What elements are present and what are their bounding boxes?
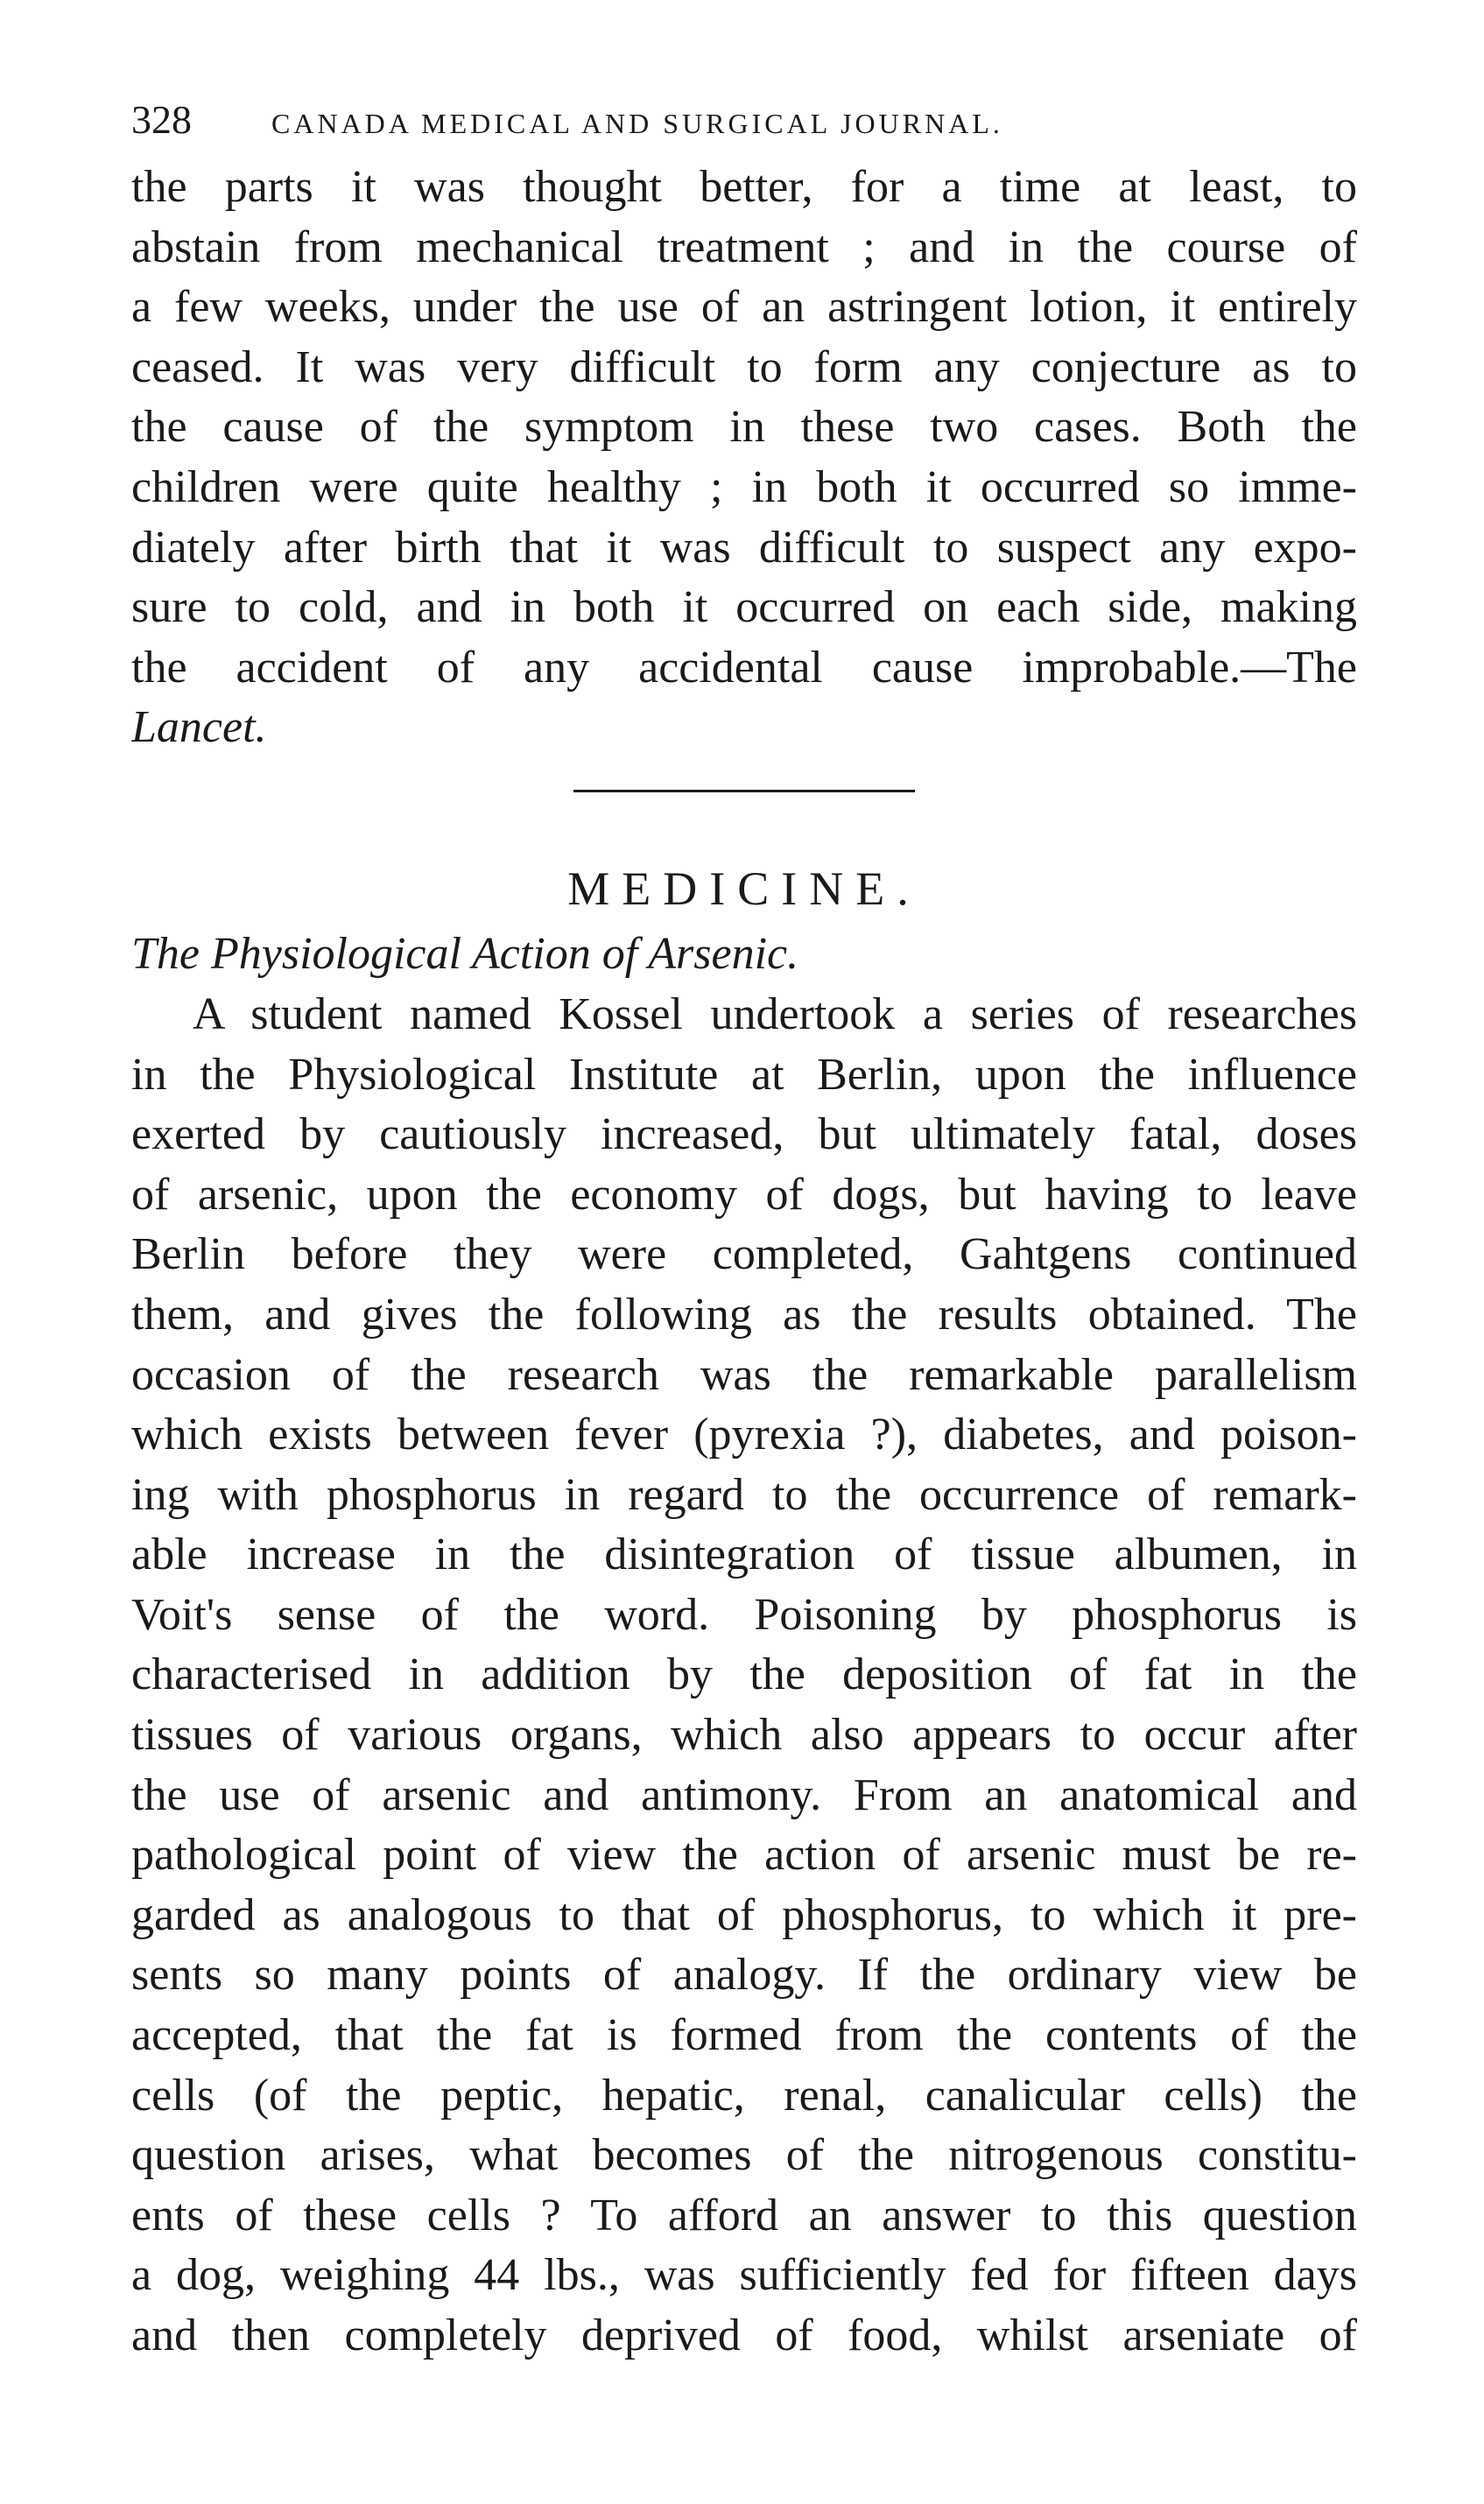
text-line: ents of these cells ? To afford an answer to this question xyxy=(131,2190,1357,2240)
text-line: cells (of the peptic, hepatic, renal, canalicular cells) the xyxy=(131,2070,1357,2121)
section-divider xyxy=(573,790,915,792)
journal-title: CANADA MEDICAL AND SURGICAL JOURNAL. xyxy=(271,108,1003,139)
text-line: garded as analogous to that of phosphorus, to which it pre- xyxy=(131,1889,1357,1940)
text-line: Voit's sense of the word. Poisoning by phosphorus is xyxy=(131,1589,1357,1640)
text-line: accepted, that the fat is formed from the contents of the xyxy=(131,2010,1357,2061)
article-subheading: The Physiological Action of Arsenic. xyxy=(131,928,799,979)
text-line: exerted by cautiously increased, but ultimately fatal, doses xyxy=(131,1109,1357,1160)
text-line: in the Physiological Institute at Berlin, upon the influence xyxy=(131,1049,1357,1100)
text-line: the parts it was thought better, for a time at least, to xyxy=(131,162,1357,212)
text-line: diately after birth that it was difficult to suspect any expo- xyxy=(131,522,1357,573)
text-line: tissues of various organs, which also appears to occur after xyxy=(131,1710,1357,1761)
text-line: question arises, what becomes of the nitrogenous constitu- xyxy=(131,2130,1357,2181)
text-line: and then completely deprived of food, whilst arseniate of xyxy=(131,2311,1357,2360)
text-line: sents so many points of analogy. If the ordinary view be xyxy=(131,1950,1357,2001)
text-line: abstain from mechanical treatment ; and in the course of xyxy=(131,222,1357,272)
text-line: occasion of the research was the remarkable parallelism xyxy=(131,1349,1357,1400)
text-line: of arsenic, upon the economy of dogs, but having to leave xyxy=(131,1169,1357,1220)
body-paragraph xyxy=(131,985,1357,2367)
text-line: ing with phosphorus in regard to the occurrence of remark- xyxy=(131,1469,1357,1520)
text-line: able increase in the disintegration of tissue albumen, in xyxy=(131,1530,1357,1580)
text-line: the use of arsenic and antimony. From an anatomical and xyxy=(131,1769,1357,1820)
text-line: sure to cold, and in both it occurred on each side, making xyxy=(131,582,1357,633)
source-citation: Lancet. xyxy=(131,702,267,753)
text-line: which exists between fever (pyrexia ?), diabetes, and poison- xyxy=(131,1410,1357,1460)
running-head xyxy=(131,96,1357,158)
page-number: 328 xyxy=(131,97,192,142)
continuation-paragraph xyxy=(131,158,1357,758)
text-line: children were quite healthy ; in both it occurred so imme- xyxy=(131,461,1357,512)
text-line: a dog, weighing 44 lbs., was sufficiently fed for fifteen days xyxy=(131,2250,1357,2301)
text-line: them, and gives the following as the results obtained. The xyxy=(131,1289,1357,1340)
section-heading: MEDICINE. xyxy=(567,862,921,915)
text-line: Berlin before they were completed, Gahtgens continued xyxy=(131,1229,1357,1280)
text-line: ceased. It was very difficult to form any conjecture as to xyxy=(131,341,1357,392)
text-line: the accident of any accidental cause improbable.—The xyxy=(131,642,1357,693)
text-line: pathological point of view the action of arsenic must be re- xyxy=(131,1830,1357,1881)
text-line: the cause of the symptom in these two cases. Both the xyxy=(131,402,1357,453)
text-line: a few weeks, under the use of an astringent lotion, it entirely xyxy=(131,282,1357,333)
text-line: characterised in addition by the deposition of fat in the xyxy=(131,1649,1357,1700)
text-line: A student named Kossel undertook a series of researches xyxy=(193,988,1357,1039)
page xyxy=(131,96,1357,2367)
